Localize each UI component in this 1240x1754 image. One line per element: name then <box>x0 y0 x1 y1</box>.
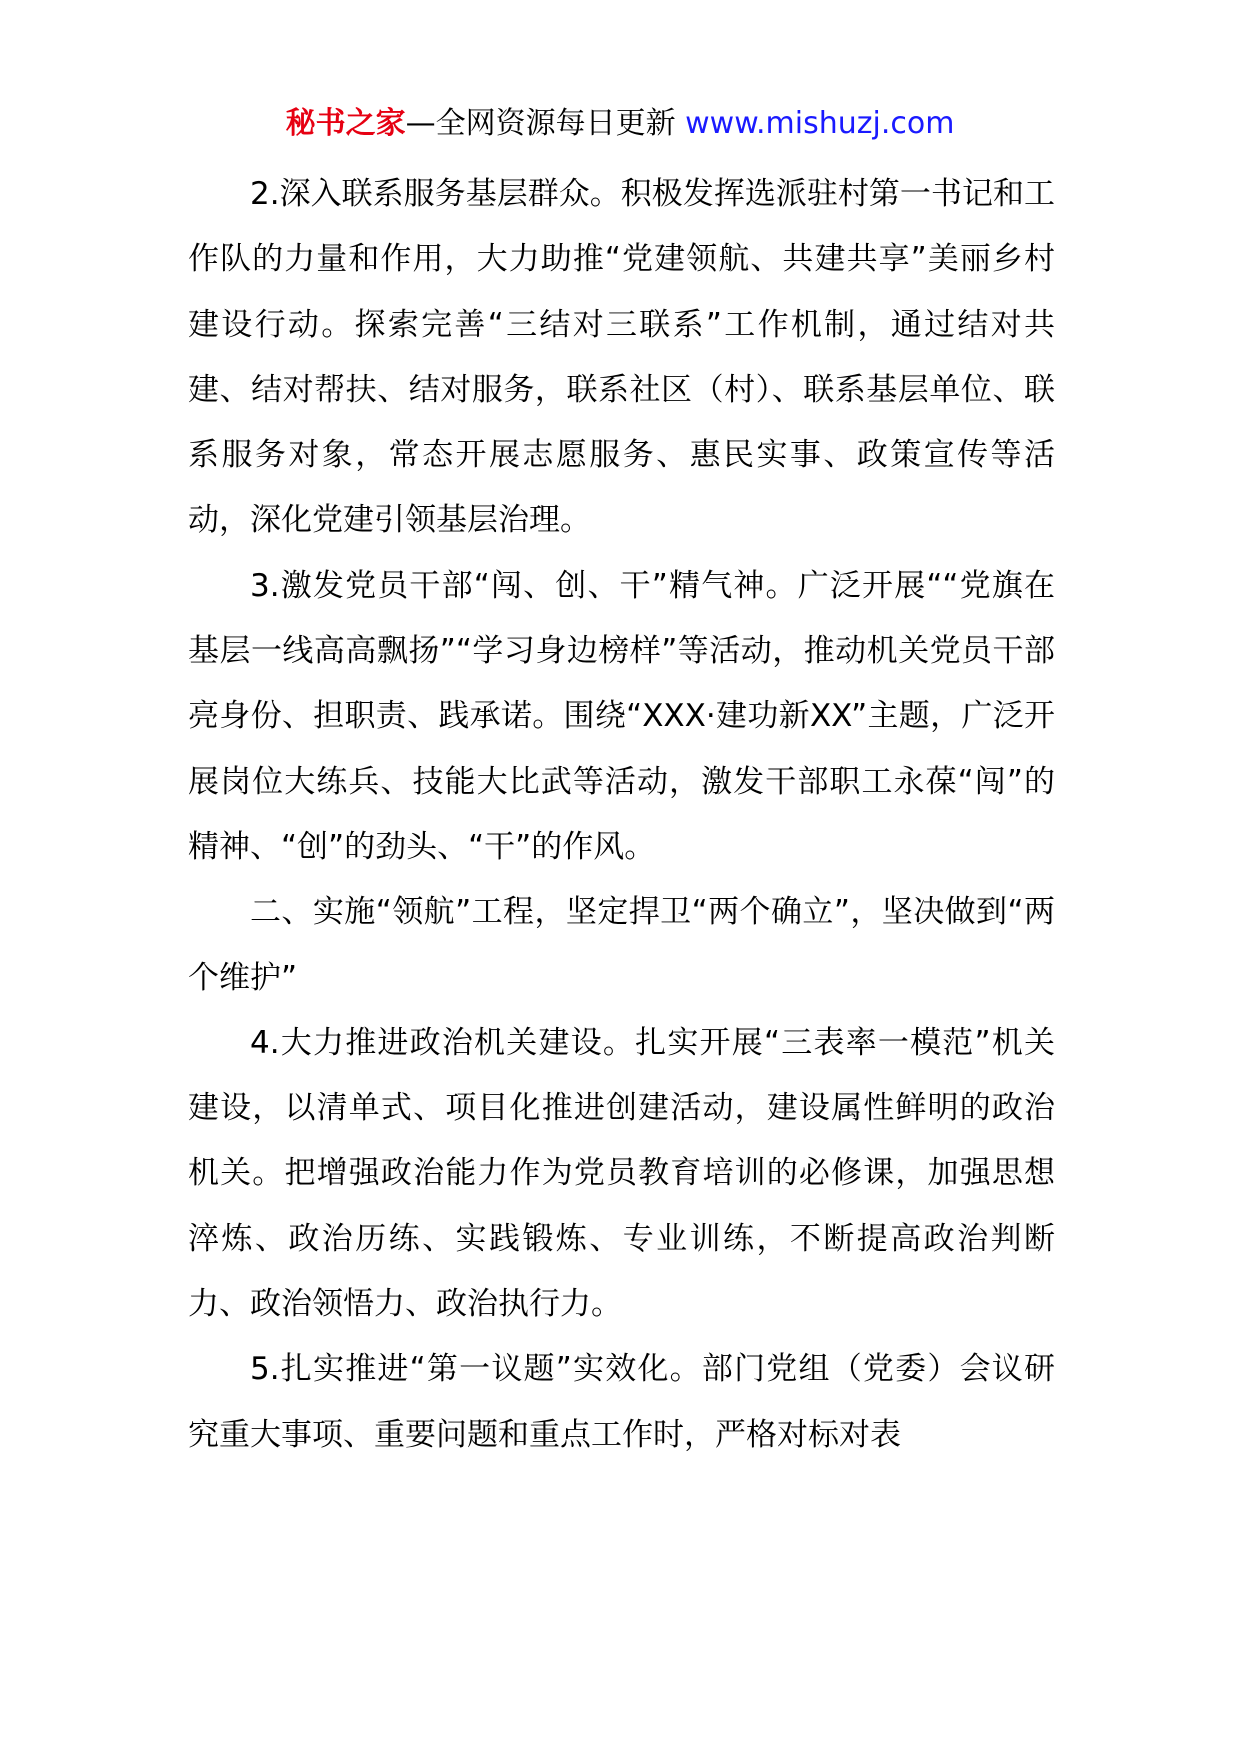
section-heading-2: 二、实施“领航”工程，坚定捍卫“两个确立”，坚决做到“两个维护” <box>188 894 1055 996</box>
site-url-link[interactable]: www.mishuzj.com <box>685 106 955 141</box>
header-tagline: —全网资源每日更新 <box>405 106 686 141</box>
paragraph-4: 4.大力推进政治机关建设。扎实开展“三表率一模范”机关建设，以清单式、项目化推进创建活动，建设属性鲜明的政治机关。把增强政治能力作为党员教育培训的必修课，加强思想淬炼、政治历练、实践锻炼、专业训练，不断提高政治判断力、政治领悟力、政治执行力。 <box>188 1024 1055 1323</box>
paragraph-2: 2.深入联系服务基层群众。积极发挥选派驻村第一书记和工作队的力量和作用，大力助推“党建领航、共建共享”美丽乡村建设行动。探索完善“三结对三联系”工作机制，通过结对共建、结对帮扶、结对服务，联系社区（村）、联系基层单位、联系服务对象，常态开展志愿服务、惠民实事、政策宣传等活动，深化党建引领基层治理。 <box>188 176 1055 539</box>
paragraph-3: 3.激发党员干部“闯、创、干”精气神。广泛开展““党旗在基层一线高高飘扬”“学习身边榜样”等活动，推动机关党员干部亮身份、担职责、践承诺。围绕“XXX·建功新XX”主题，广泛开展岗位大练兵、技能大比武等活动，激发干部职工永葆“闯”的精神、“创”的劲头、“干”的作风。 <box>188 567 1055 865</box>
site-header <box>0 102 1240 146</box>
document-body <box>188 162 1055 1468</box>
paragraph-5: 5.扎实推进“第一议题”实效化。部门党组（党委）会议研究重大事项、重要问题和重点工作时，严格对标对表 <box>188 1351 1055 1453</box>
brand-name: 秘书之家 <box>285 106 406 141</box>
